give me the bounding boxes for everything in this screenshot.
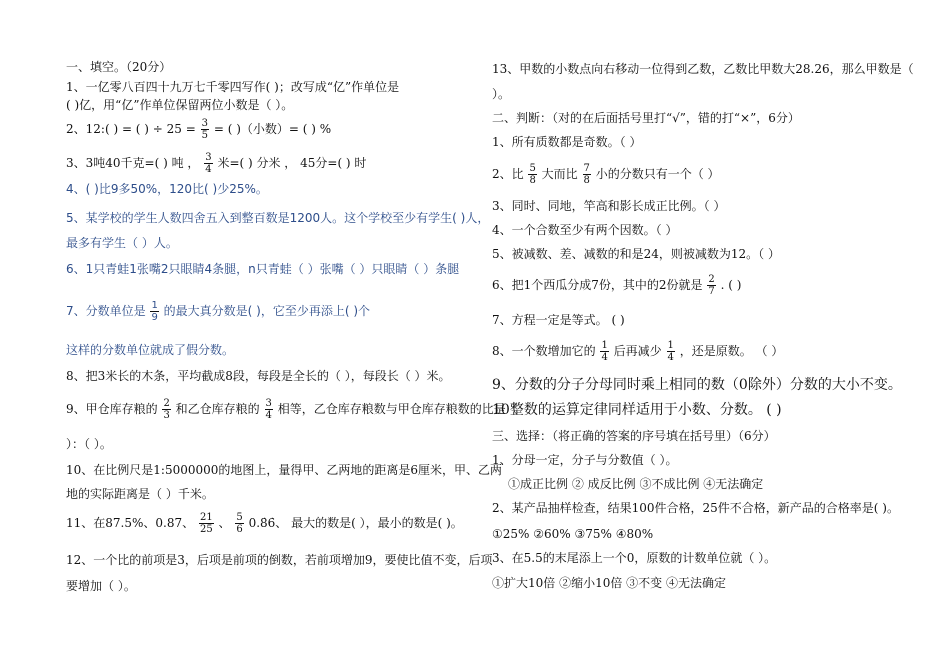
fraction-3-4-b: $\frac{3}{4}$ [265,398,272,421]
judge-6 [492,274,741,297]
judge-5: 5、被减数、差、减数的和是24，则被减数为12。（ ） [492,247,780,261]
section-judge-title: 二、判断：（对的在后面括号里打“√”，错的打“×”，6分） [492,111,800,125]
question-11-pre: 11、在87.5%、0.87、 [66,516,195,530]
choice-1: 1、分母一定，分子与分数值（ ）。 [492,453,678,467]
judge-8-pre: 8、一个数增加它的 [492,344,596,358]
question-3-post: 米=( ) 分米 ， 45分=( ) 时 [217,156,367,170]
judge-6-pre: 6、把1个西瓜分成7份，其中的2份就是 [492,278,703,292]
question-3-pre: 3、3吨40千克=( ) 吨 ， [66,156,200,170]
section-fill-blank-title: 一、填空。（20分） [66,60,172,74]
judge-9: 9、分数的分子分母同时乘上相同的数（0除外）分数的大小不变。 [492,377,902,393]
question-8: 8、把3米长的木条，平均截成8段，每段是全长的（ ），每段长（ ）米。 [66,369,451,383]
judge-8-mid: 后再减少 [613,344,662,358]
fraction-1-4: $\frac{1}{4}$ [601,340,608,363]
choice-2-options: ①25% ②60% ③75% ④80% [492,527,654,541]
fraction-21-25: $\frac{21}{25}$ [199,512,213,535]
judge-2-mid: 大而比 [541,167,578,181]
judge-1: 1、所有质数都是奇数。（ ） [492,135,642,149]
question-7-pre: 7、分数单位是 [66,304,146,318]
judge-2-pre: 2、比 [492,167,524,181]
question-12-line-2: 要增加（ ）。 [66,579,136,593]
judge-6-post: . ( ) [720,278,742,292]
judge-7: 7、方程一定是等式。 ( ) [492,313,625,327]
fraction-7-8: $\frac{7}{8}$ [583,163,590,186]
fraction-5-8: $\frac{5}{8}$ [529,163,536,186]
fraction-2-3: $\frac{2}{3}$ [163,398,170,421]
fraction-3-5: $\frac{3}{5}$ [201,118,209,141]
question-11-recurring: 0.8̇6̇、 [248,516,288,530]
choice-3-options: ①扩大10倍 ②缩小10倍 ③不变 ④无法确定 [492,576,726,590]
judge-4: 4、一个合数至少有两个因数。（ ） [492,223,678,237]
question-2 [66,118,331,141]
question-13-line-2: ）。 [492,87,511,101]
choice-1-options: ①成正比例 ② 成反比例 ③不成比例 ④无法确定 [508,477,764,491]
fraction-1-4-b: $\frac{1}{4}$ [667,340,674,363]
question-5-line-1: 5、某学校的学生人数四舍五入到整百数是1200人。这个学校至少有学生( )人， [66,211,490,225]
question-12-line-1: 12、一个比的前项是3，后项是前项的倒数，若前项增加9，要使比值不变，后项 [66,553,493,567]
question-4: 4、( )比9多50%，120比( )少25%。 [66,182,268,196]
section-choice-title: 三、选择：（将正确的答案的序号填在括号里）（6分） [492,429,776,443]
question-7-post: 的最大真分数是( )，它至少再添上( )个 [163,304,371,318]
question-9 [66,398,518,421]
question-2-pre: 2、12:( ) = ( ) ÷ 25 = [66,122,196,136]
judge-8 [492,340,783,363]
question-1-line-1: 1、一亿零八百四十九万七千零四写作( )；改写成“亿”作单位是 [66,80,400,94]
choice-3: 3、在5.5的末尾添上一个0，原数的计数单位就（ ）。 [492,551,777,565]
question-13-line-1: 13、甲数的小数点向右移动一位得到乙数，乙数比甲数大28.26，那么甲数是（ [492,62,914,76]
fraction-1-9: $\frac{1}{9}$ [151,300,158,323]
question-2-post: = ( )（小数）= ( ) % [213,122,332,136]
question-11-mid: 、 [218,516,231,530]
question-11-post: 最大的数是( ），最小的数是( )。 [291,516,463,530]
question-6: 6、1只青蛙1张嘴2只眼睛4条腿，n只青蛙（ ）张嘴（ ）只眼睛（ ）条腿 [66,262,460,276]
judge-3: 3、同时、同地，竿高和影长成正比例。（ ） [492,199,726,213]
judge-2 [492,163,720,186]
judge-10: 10整数的运算定律同样适用于小数、分数。 ( ) [492,402,782,418]
fraction-3-4: $\frac{3}{4}$ [205,152,212,175]
judge-2-post: 小的分数只有一个（ ） [595,167,720,181]
choice-2: 2、某产品抽样检查，结果100件合格，25件不合格，新产品的合格率是( )。 [492,501,899,515]
fraction-5-6: $\frac{5}{6}$ [236,512,243,535]
question-11 [66,512,463,535]
question-5-line-2: 最多有学生（ ）人。 [66,236,178,250]
question-9-pre: 9、甲仓库存粮的 [66,402,158,416]
question-3 [66,152,366,175]
fraction-2-7: $\frac{2}{7}$ [708,274,715,297]
question-7-line-2: 这样的分数单位就成了假分数。 [66,343,235,357]
question-9-post: 相等，乙仓库存粮数与甲仓库存粮数的比是（ [277,402,518,416]
question-9-mid: 和乙仓库存粮的 [175,402,260,416]
question-10-line-1: 10、在比例尺是1:5000000的地图上，量得甲、乙两地的距离是6厘米，甲、乙两 [66,463,503,477]
judge-8-post: ，还是原数。 （ ） [679,344,784,358]
question-7 [66,300,370,323]
question-10-line-2: 地的实际距离是（ ）千米。 [66,487,214,501]
question-1-line-2: ( )亿，用“亿”作单位保留两位小数是（ ）。 [66,98,294,112]
question-9-line-2: ）：（ ）。 [66,437,112,451]
